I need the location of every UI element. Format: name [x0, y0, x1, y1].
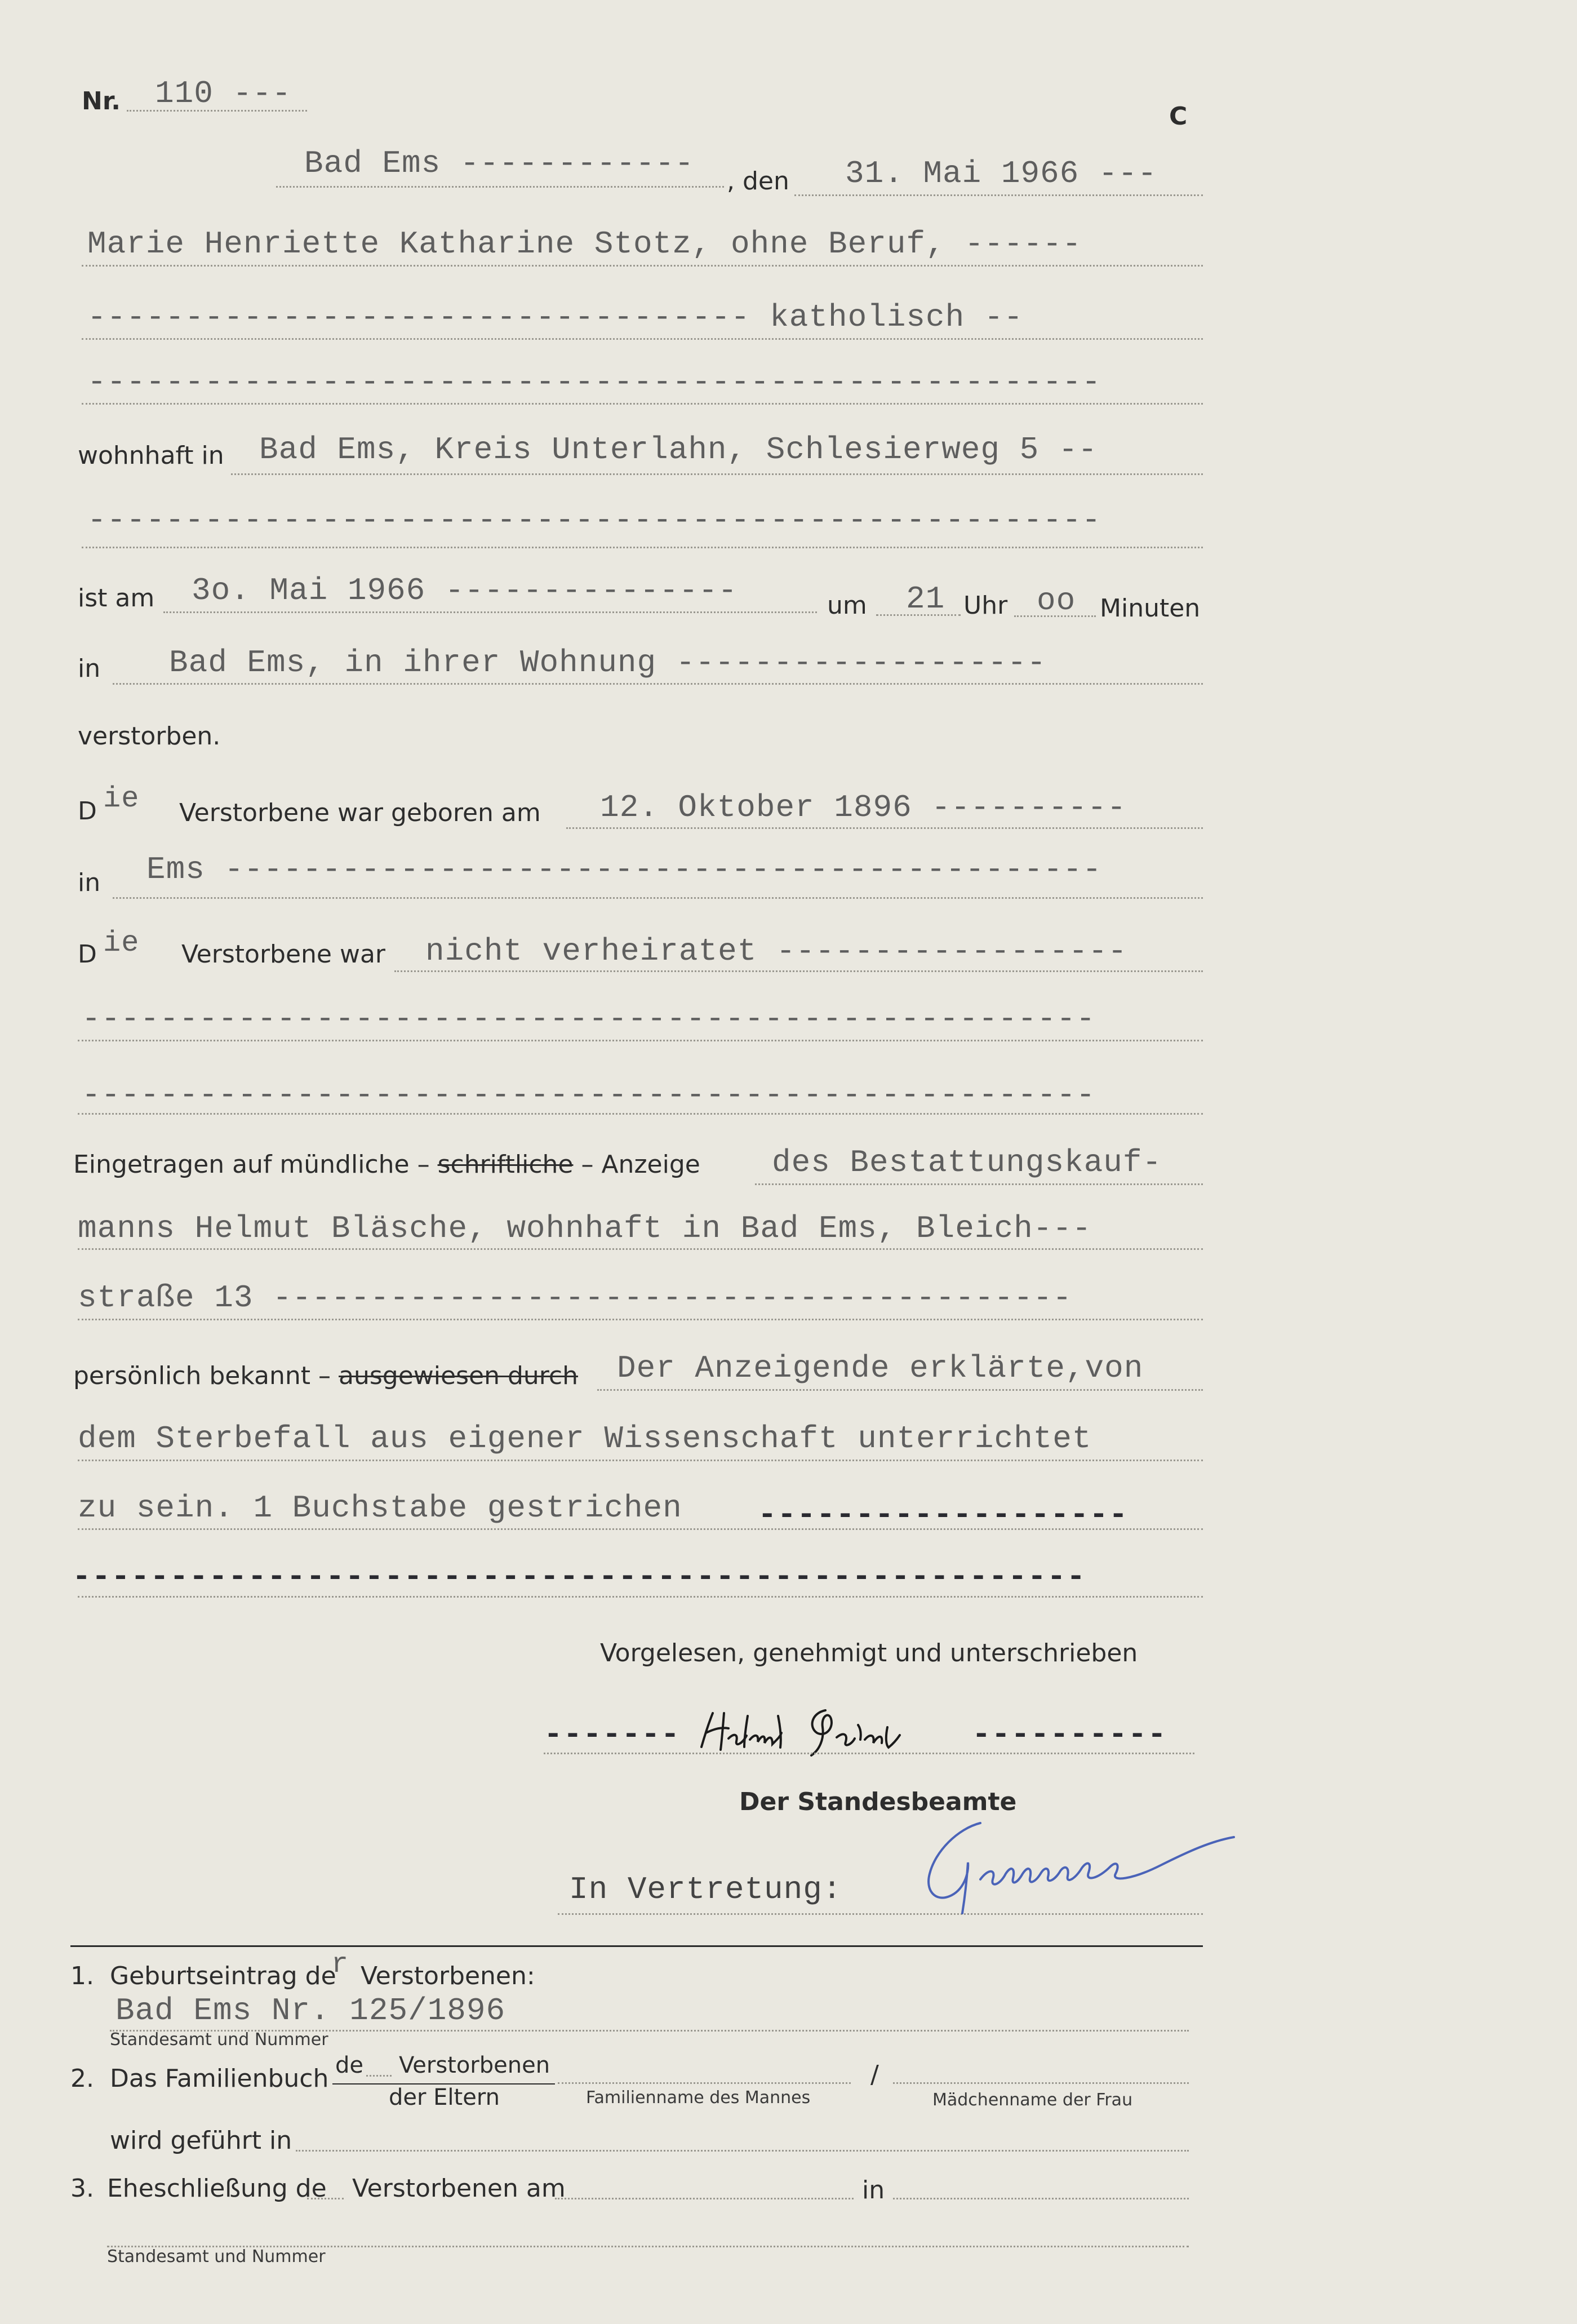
registration-place: Bad Ems ------------ — [304, 145, 695, 181]
nr-label: Nr. — [82, 87, 121, 116]
signature-dashes-right: ---------- — [972, 1717, 1167, 1753]
footer-item1-r: r — [331, 1949, 349, 1981]
signature-official-blue — [896, 1806, 1245, 1919]
dotted-line — [113, 897, 1203, 899]
dotted-line — [558, 2082, 851, 2084]
dotted-line — [78, 1528, 1203, 1530]
footer-item2-label: Das Familienbuch — [110, 2064, 329, 2093]
eingetragen-label — [73, 1152, 700, 1177]
declaration-line-1: Der Anzeigende erklärte,von — [617, 1350, 1144, 1386]
dotted-line — [78, 1040, 1203, 1041]
dotted-line — [893, 2198, 1189, 2199]
birth-ie-typed: ie — [103, 782, 140, 815]
dotted-line — [113, 683, 1203, 685]
dotted-line — [78, 1248, 1203, 1250]
dotted-line — [394, 970, 1203, 972]
informant-line-3: straße 13 ----------------------------------------- — [78, 1280, 1072, 1316]
eingetragen-label-post: – Anzeige — [581, 1150, 700, 1179]
nr-dotted-line — [127, 110, 307, 112]
declaration-line-2: dem Sterbefall aus eigener Wissenschaft unterrichtet — [78, 1421, 1092, 1457]
footer-item1-label-a: Geburtseintrag de — [110, 1962, 336, 1990]
dotted-line — [78, 1319, 1203, 1320]
footer-item2-verstorbenen: Verstorbenen — [399, 2052, 550, 2078]
marital-filler-line-2: ---------------------------------------------------- — [82, 1077, 1096, 1113]
residence-filler-line: ---------------------------------------------------- — [87, 502, 1101, 538]
death-hour: 21 — [906, 581, 945, 617]
dotted-line — [82, 547, 1203, 548]
standesbeamte-label: Der Standesbeamte — [739, 1788, 1017, 1816]
signature-helmut-blaesche — [696, 1693, 989, 1767]
dotted-line — [794, 194, 1203, 196]
birth-place: Ems --------------------------------------------- — [146, 851, 1102, 888]
dotted-line — [82, 403, 1203, 405]
vertretung-label: In Vertretung: — [569, 1871, 842, 1908]
marital-filler-line-1: ---------------------------------------------------- — [82, 1001, 1096, 1037]
footer-item2-eltern: der Eltern — [389, 2084, 500, 2110]
marital-d-label: D — [78, 940, 97, 969]
um-label: um — [827, 591, 867, 620]
dotted-line — [1014, 615, 1096, 617]
residence-address: Bad Ems, Kreis Unterlahn, Schlesierweg 5 -- — [259, 432, 1098, 468]
birth-in-label: in — [78, 868, 101, 897]
marital-status: nicht verheiratet ------------------ — [425, 933, 1127, 969]
dotted-line — [755, 1183, 1203, 1185]
dotted-line — [566, 827, 1203, 829]
footer-item2-maedchenname: Mädchenname der Frau — [932, 2090, 1133, 2110]
death-minutes: oo — [1037, 583, 1076, 619]
dotted-line — [163, 611, 817, 613]
footer-item3-number: 3. — [70, 2174, 94, 2203]
dotted-line — [366, 2075, 392, 2077]
signature-dashes-left: ------- — [544, 1717, 681, 1753]
birth-register-entry: Bad Ems Nr. 125/1896 — [116, 1993, 506, 2029]
footer-item2-wird: wird geführt in — [110, 2126, 292, 2155]
death-date: 3o. Mai 1966 --------------- — [192, 573, 738, 609]
wohnhaft-label: wohnhaft in — [78, 441, 224, 470]
dotted-line — [78, 1460, 1203, 1461]
den-label: , den — [727, 167, 789, 196]
footer-item1-caption: Standesamt und Nummer — [110, 2030, 328, 2050]
death-place: Bad Ems, in ihrer Wohnung ------------------- — [169, 645, 1047, 681]
corner-letter: C — [1169, 102, 1188, 131]
declaration-filler-line: ---------------------------------------------------- — [72, 1559, 1086, 1595]
verstorben-label: verstorben. — [78, 722, 221, 751]
footer-item1-number: 1. — [70, 1962, 94, 1990]
dotted-line — [555, 2198, 854, 2199]
declaration-line-3: zu sein. 1 Buchstabe gestrichen — [78, 1490, 682, 1526]
dotted-line — [82, 338, 1203, 340]
footer-item3-verstorbenen: Verstorbenen am — [352, 2174, 566, 2203]
ist-am-label: ist am — [78, 584, 155, 613]
registration-date: 31. Mai 1966 --- — [845, 156, 1157, 192]
informant-line-1: des Bestattungskauf- — [772, 1145, 1162, 1181]
footer-divider — [70, 1945, 1203, 1947]
dotted-line — [296, 2150, 1189, 2152]
minuten-label: Minuten — [1100, 594, 1201, 623]
identity-label-struck: ausgewiesen durch — [339, 1361, 578, 1390]
nr-value: 110 --- — [155, 76, 292, 112]
declaration-line-3-dashes: ------------------- — [758, 1497, 1129, 1533]
identity-label — [73, 1361, 578, 1390]
birth-d-label: D — [78, 797, 97, 826]
dotted-line — [597, 1389, 1203, 1391]
footer-item3-label: Eheschließung de — [107, 2174, 327, 2203]
footer-item2-familienname: Familienname des Mannes — [586, 2088, 811, 2108]
eingetragen-label-pre: Eingetragen auf mündliche – — [73, 1150, 430, 1179]
identity-label-pre: persönlich bekannt – — [73, 1361, 331, 1390]
marital-label: Verstorbene war — [181, 940, 386, 969]
dotted-line — [78, 1596, 1203, 1598]
dotted-line — [276, 186, 724, 188]
dotted-line — [307, 2198, 344, 2199]
dotted-line — [82, 265, 1203, 267]
birth-date: 12. Oktober 1896 ---------- — [600, 790, 1127, 826]
deceased-name-line: Marie Henriette Katharine Stotz, ohne Beruf, ------ — [87, 226, 1082, 262]
eingetragen-label-struck: schriftliche — [437, 1150, 574, 1179]
footer-item2-slash: / — [870, 2060, 879, 2089]
uhr-label: Uhr — [963, 591, 1008, 620]
dotted-line — [544, 1753, 1194, 1754]
dotted-line — [876, 614, 961, 616]
dotted-line — [893, 2082, 1189, 2084]
vorgelesen-text: Vorgelesen, genehmigt und unterschrieben — [600, 1639, 1138, 1667]
marital-ie-typed: ie — [103, 926, 140, 960]
religion-line: ---------------------------------- katholisch -- — [87, 299, 1024, 335]
informant-line-2: manns Helmut Bläsche, wohnhaft in Bad Ems, Bleich--- — [78, 1210, 1092, 1247]
footer-item3-in: in — [862, 2176, 885, 2205]
birth-label: Verstorbene war geboren am — [179, 799, 541, 827]
dotted-line — [78, 1113, 1203, 1115]
footer-item2-number: 2. — [70, 2064, 94, 2093]
footer-item3-caption: Standesamt und Nummer — [107, 2247, 326, 2267]
person-filler-line: ---------------------------------------------------- — [87, 364, 1101, 400]
footer-item2-de: de — [335, 2052, 363, 2078]
dotted-line — [231, 473, 1203, 475]
in-label: in — [78, 654, 101, 683]
footer-item1-label-b: Verstorbenen: — [361, 1962, 535, 1990]
